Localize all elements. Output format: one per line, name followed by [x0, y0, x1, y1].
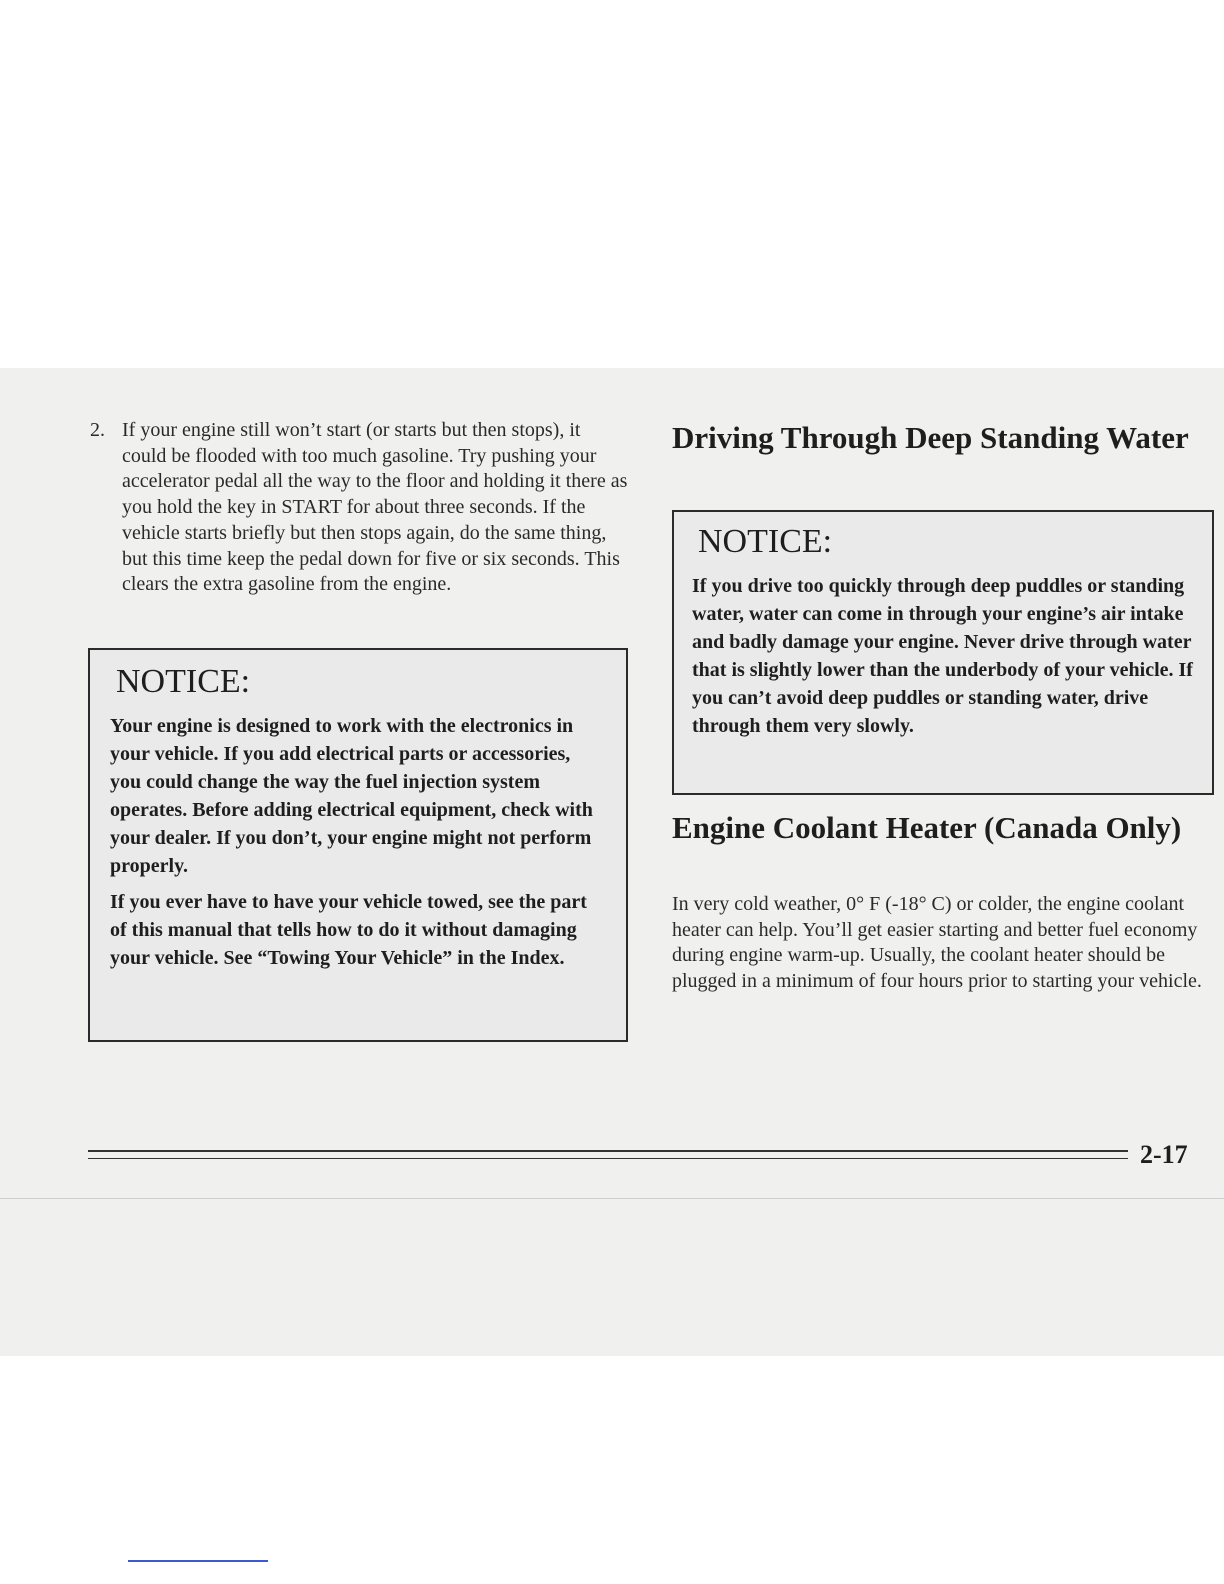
scan-edge-line	[0, 1198, 1224, 1199]
page-number: 2-17	[1140, 1140, 1188, 1169]
notice-title: NOTICE:	[116, 663, 251, 700]
heading-driving-deep-water: Driving Through Deep Standing Water	[672, 420, 1189, 455]
notice-paragraph-deep-water: If you drive too quickly through deep puddles or standing water, water can come in through your engine’s air intake and badly damage your engine. Never drive through water that is slightly lower than the underbody of your vehicle. If you can’t avoid deep puddles or standing water, drive through them very slowly.	[692, 575, 1193, 737]
step-number: 2.	[90, 419, 105, 441]
heading-engine-coolant-heater: Engine Coolant Heater (Canada Only)	[672, 810, 1182, 845]
step-text: If your engine still won’t start (or starts but then stops), it could be flooded with too much gasoline. Try pushing your accelerator pedal all the way to the floor and holding it there as you hold the key in START for about three seconds. If the vehicle starts briefly but then stops again, do the same thing, but this time keep the pedal down for five or six seconds. This clears the extra gasoline from the engine.	[122, 419, 628, 596]
bottom-link-line	[128, 1560, 268, 1562]
notice-box-electronics	[88, 648, 628, 1042]
coolant-heater-paragraph: In very cold weather, 0° F (-18° C) or colder, the engine coolant heater can help. You’ll get easier starting and better fuel economy during engine warm-up. Usually, the coolant heater should be plugged in a minimum of four hours prior to starting your vehicle.	[672, 893, 1202, 992]
footer-rule-bottom	[88, 1158, 1128, 1159]
notice-paragraph-electronics: Your engine is designed to work with the electronics in your vehicle. If you add electrical parts or accessories, you could change the way the fuel injection system operates. Before adding electrical equipment, check with your dealer. If you don’t, your engine might not perform properly.	[110, 715, 593, 877]
footer-rule-top	[88, 1150, 1128, 1152]
notice-box-deep-water	[672, 510, 1214, 795]
notice-title: NOTICE:	[698, 523, 833, 560]
left-column	[88, 418, 628, 598]
step-2-paragraph	[88, 418, 628, 598]
notice-paragraph-towing: If you ever have to have your vehicle towed, see the part of this manual that tells how to do it without damaging your vehicle. See “Towing Your Vehicle” in the Index.	[110, 891, 587, 969]
